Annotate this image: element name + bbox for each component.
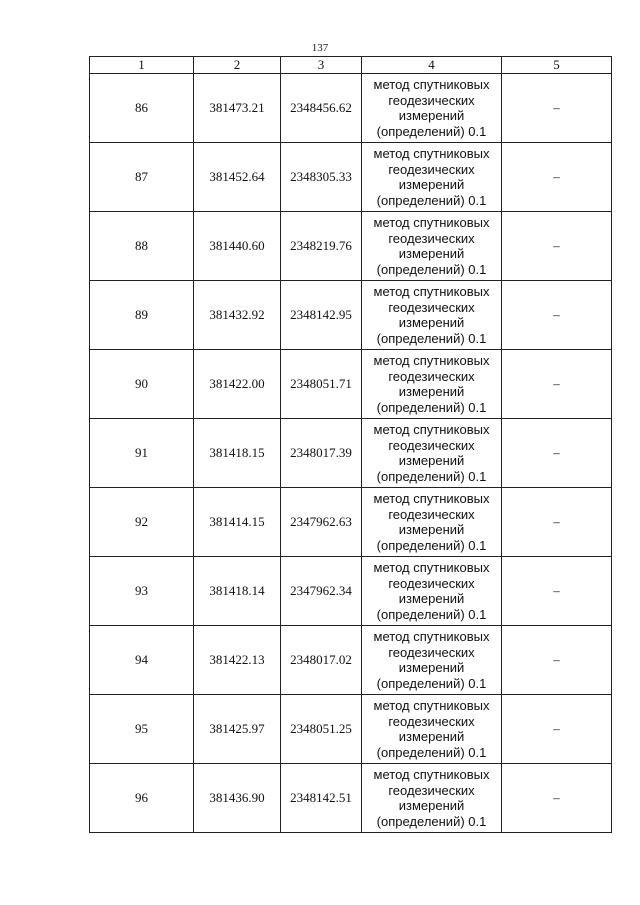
- method-line: измерений: [398, 177, 465, 192]
- header-row: [90, 57, 612, 74]
- table-row: [90, 350, 612, 419]
- method-line: измерений: [398, 384, 465, 399]
- description-cell: –: [502, 695, 612, 764]
- y-coordinate-cell: 2347962.34: [281, 557, 362, 626]
- method-line: (определений) 0.1: [376, 192, 487, 208]
- description-cell: –: [502, 212, 612, 281]
- method-line: (определений) 0.1: [376, 261, 487, 277]
- method-line: метод спутниковых: [373, 353, 490, 368]
- method-line: метод спутниковых: [373, 629, 490, 644]
- method-line: (определений) 0.1: [376, 813, 487, 829]
- header-col-1: 1: [90, 57, 194, 74]
- table-row: [90, 764, 612, 833]
- method-line: метод спутниковых: [373, 698, 490, 713]
- description-cell: –: [502, 557, 612, 626]
- method-line: измерений: [398, 798, 465, 813]
- method-line: (определений) 0.1: [376, 606, 487, 622]
- table-row: [90, 212, 612, 281]
- method-line: измерений: [398, 315, 465, 330]
- point-number-cell: 88: [90, 212, 194, 281]
- method-line: (определений) 0.1: [376, 537, 487, 553]
- method-line: измерений: [398, 522, 465, 537]
- method-line: измерений: [398, 246, 465, 261]
- method-line: метод спутниковых: [373, 422, 490, 437]
- table-row: [90, 695, 612, 764]
- description-cell: –: [502, 419, 612, 488]
- table-row: [90, 74, 612, 143]
- method-cell: [362, 557, 502, 626]
- x-coordinate-cell: 381418.15: [194, 419, 281, 488]
- method-line: измерений: [398, 591, 465, 606]
- header-col-3: 3: [281, 57, 362, 74]
- x-coordinate-cell: 381452.64: [194, 143, 281, 212]
- method-line: геодезических: [388, 506, 475, 522]
- method-line: геодезических: [388, 161, 475, 177]
- method-line: геодезических: [388, 437, 475, 453]
- point-number-cell: 92: [90, 488, 194, 557]
- method-line: измерений: [398, 729, 465, 744]
- point-number-cell: 90: [90, 350, 194, 419]
- method-line: измерений: [398, 108, 465, 123]
- method-line: геодезических: [388, 782, 475, 798]
- table-row: [90, 626, 612, 695]
- method-line: метод спутниковых: [373, 215, 490, 230]
- description-cell: –: [502, 74, 612, 143]
- point-number-cell: 94: [90, 626, 194, 695]
- header-col-4: 4: [362, 57, 502, 74]
- y-coordinate-cell: 2348051.71: [281, 350, 362, 419]
- y-coordinate-cell: 2348305.33: [281, 143, 362, 212]
- method-line: метод спутниковых: [373, 146, 490, 161]
- point-number-cell: 96: [90, 764, 194, 833]
- table-row: [90, 281, 612, 350]
- method-line: (определений) 0.1: [376, 468, 487, 484]
- method-line: геодезических: [388, 368, 475, 384]
- description-cell: –: [502, 626, 612, 695]
- x-coordinate-cell: 381418.14: [194, 557, 281, 626]
- table-header: [90, 57, 612, 74]
- y-coordinate-cell: 2347962.63: [281, 488, 362, 557]
- method-cell: [362, 626, 502, 695]
- coordinates-table: [89, 56, 612, 833]
- method-cell: [362, 695, 502, 764]
- y-coordinate-cell: 2348219.76: [281, 212, 362, 281]
- table-body: [90, 74, 612, 833]
- x-coordinate-cell: 381436.90: [194, 764, 281, 833]
- x-coordinate-cell: 381414.15: [194, 488, 281, 557]
- method-line: (определений) 0.1: [376, 399, 487, 415]
- table-row: [90, 419, 612, 488]
- point-number-cell: 93: [90, 557, 194, 626]
- x-coordinate-cell: 381425.97: [194, 695, 281, 764]
- y-coordinate-cell: 2348051.25: [281, 695, 362, 764]
- method-line: измерений: [398, 453, 465, 468]
- method-cell: [362, 764, 502, 833]
- header-col-5: 5: [502, 57, 612, 74]
- method-cell: [362, 281, 502, 350]
- method-line: геодезических: [388, 713, 475, 729]
- description-cell: –: [502, 764, 612, 833]
- method-line: геодезических: [388, 92, 475, 108]
- method-line: геодезических: [388, 299, 475, 315]
- method-cell: [362, 212, 502, 281]
- method-cell: [362, 419, 502, 488]
- description-cell: –: [502, 488, 612, 557]
- method-line: геодезических: [388, 644, 475, 660]
- y-coordinate-cell: 2348017.39: [281, 419, 362, 488]
- method-cell: [362, 143, 502, 212]
- method-line: метод спутниковых: [373, 560, 490, 575]
- method-line: (определений) 0.1: [376, 675, 487, 691]
- x-coordinate-cell: 381422.13: [194, 626, 281, 695]
- description-cell: –: [502, 143, 612, 212]
- y-coordinate-cell: 2348142.95: [281, 281, 362, 350]
- method-line: метод спутниковых: [373, 77, 490, 92]
- method-line: метод спутниковых: [373, 767, 490, 782]
- table-row: [90, 557, 612, 626]
- description-cell: –: [502, 350, 612, 419]
- method-cell: [362, 74, 502, 143]
- table-row: [90, 488, 612, 557]
- method-line: геодезических: [388, 230, 475, 246]
- x-coordinate-cell: 381473.21: [194, 74, 281, 143]
- point-number-cell: 89: [90, 281, 194, 350]
- description-cell: –: [502, 281, 612, 350]
- point-number-cell: 87: [90, 143, 194, 212]
- header-col-2: 2: [194, 57, 281, 74]
- y-coordinate-cell: 2348456.62: [281, 74, 362, 143]
- method-line: (определений) 0.1: [376, 330, 487, 346]
- y-coordinate-cell: 2348017.02: [281, 626, 362, 695]
- table-row: [90, 143, 612, 212]
- method-line: измерений: [398, 660, 465, 675]
- page-number: 137: [311, 42, 329, 54]
- method-line: метод спутниковых: [373, 491, 490, 506]
- point-number-cell: 91: [90, 419, 194, 488]
- method-cell: [362, 350, 502, 419]
- method-line: (определений) 0.1: [376, 123, 487, 139]
- x-coordinate-cell: 381422.00: [194, 350, 281, 419]
- method-line: метод спутниковых: [373, 284, 490, 299]
- point-number-cell: 86: [90, 74, 194, 143]
- method-cell: [362, 488, 502, 557]
- point-number-cell: 95: [90, 695, 194, 764]
- method-line: геодезических: [388, 575, 475, 591]
- method-line: (определений) 0.1: [376, 744, 487, 760]
- x-coordinate-cell: 381432.92: [194, 281, 281, 350]
- y-coordinate-cell: 2348142.51: [281, 764, 362, 833]
- x-coordinate-cell: 381440.60: [194, 212, 281, 281]
